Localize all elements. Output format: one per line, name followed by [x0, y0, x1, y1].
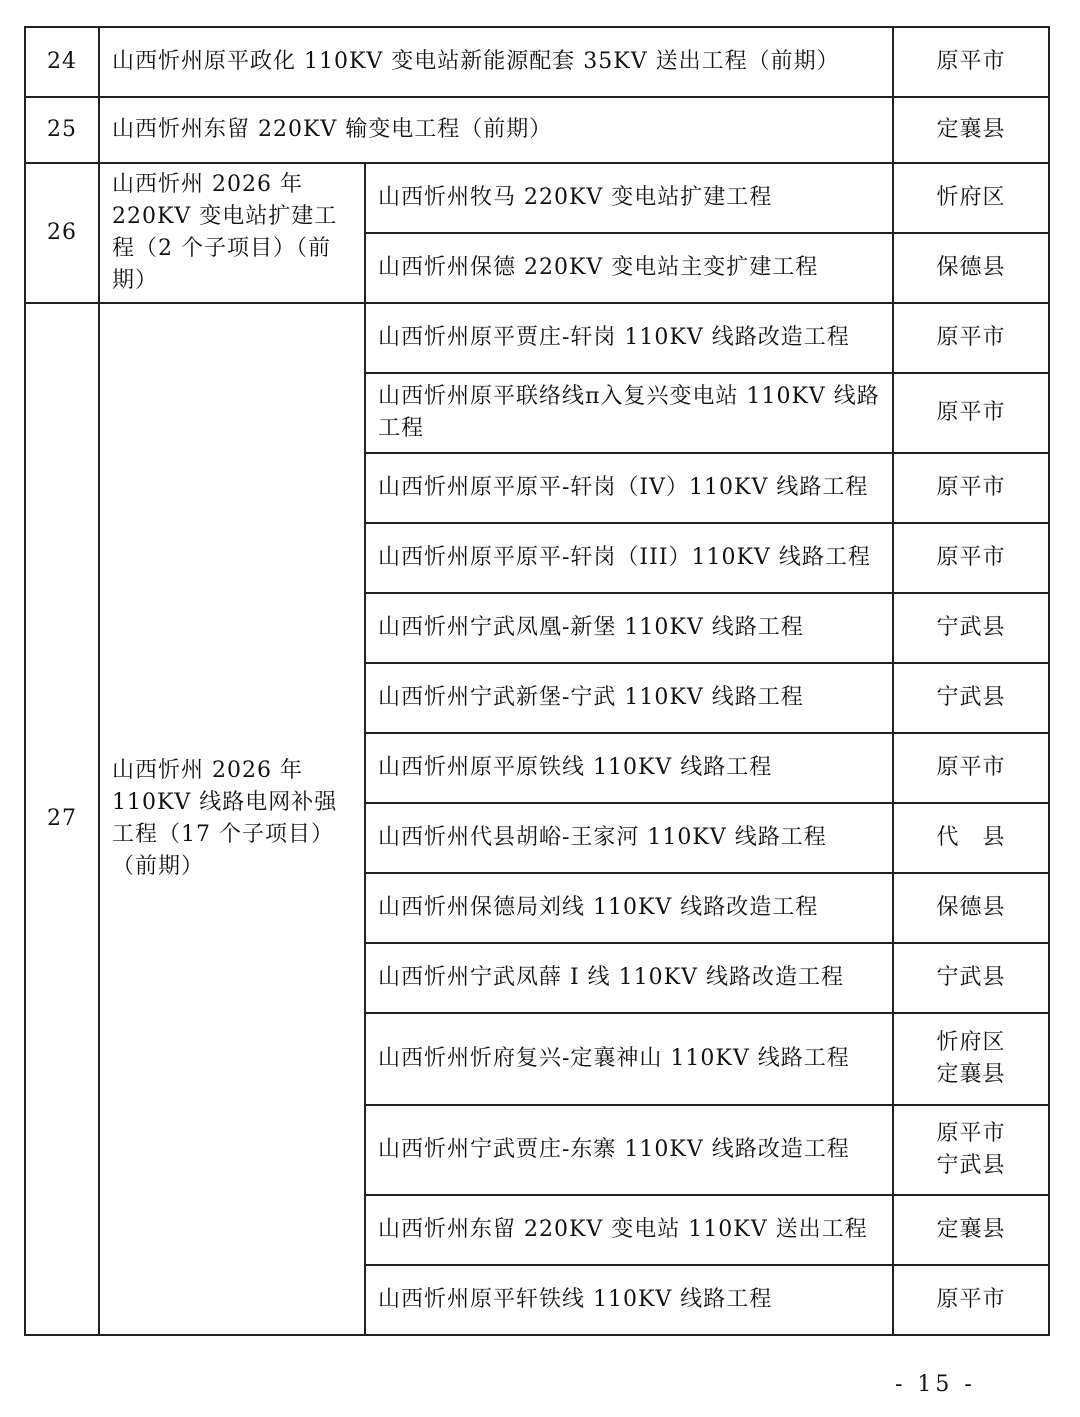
area-cell [893, 373, 1049, 453]
row-number: 24 [25, 27, 99, 97]
area-text: 原平市 [936, 545, 1006, 570]
area-text: 宁武县 [936, 685, 1006, 710]
group-title: 山西忻州 2026 年 110KV 线路电网补强工程（17 个子项目）（前期） [99, 303, 365, 1335]
area-text: 原平市 [936, 475, 1006, 500]
area-text: 原平市 [936, 325, 1006, 350]
row-number: 27 [25, 303, 99, 1335]
area-text: 保德县 [936, 255, 1006, 280]
area-text: 忻府区 [936, 1030, 1006, 1055]
page-number: - 15 - [895, 1372, 976, 1397]
area-cell [893, 593, 1049, 663]
table-row [25, 97, 1049, 163]
sub-project-name: 山西忻州忻府复兴-定襄神山 110KV 线路工程 [365, 1013, 893, 1105]
sub-project-name: 山西忻州宁武新堡-宁武 110KV 线路工程 [365, 663, 893, 733]
area-text: 宁武县 [936, 965, 1006, 990]
area-text: 定襄县 [936, 117, 1006, 142]
area-text: 原平市 [936, 49, 1006, 74]
area-cell [893, 803, 1049, 873]
sub-project-name: 山西忻州宁武凤凰-新堡 110KV 线路工程 [365, 593, 893, 663]
area-cell [893, 943, 1049, 1013]
sub-project-name: 山西忻州宁武贾庄-东寨 110KV 线路改造工程 [365, 1105, 893, 1195]
sub-project-name: 山西忻州原平轩铁线 110KV 线路工程 [365, 1265, 893, 1335]
area-text: 保德县 [936, 895, 1006, 920]
area-text: 宁武县 [936, 1153, 1006, 1178]
area-cell [893, 663, 1049, 733]
area-cell [893, 1195, 1049, 1265]
sub-project-name: 山西忻州宁武凤薛 I 线 110KV 线路改造工程 [365, 943, 893, 1013]
area-text: 原平市 [936, 755, 1006, 780]
table-row [25, 303, 1049, 373]
area-text: 忻府区 [936, 185, 1006, 210]
sub-project-name: 山西忻州牧马 220KV 变电站扩建工程 [365, 163, 893, 233]
sub-project-name: 山西忻州原平原平-轩岗（III）110KV 线路工程 [365, 523, 893, 593]
area-cell [893, 27, 1049, 97]
project-name: 山西忻州原平政化 110KV 变电站新能源配套 35KV 送出工程（前期） [99, 27, 893, 97]
area-text: 原平市 [936, 400, 1006, 425]
sub-project-name: 山西忻州原平原平-轩岗（IV）110KV 线路工程 [365, 453, 893, 523]
sub-project-name: 山西忻州保德局刘线 110KV 线路改造工程 [365, 873, 893, 943]
area-text: 定襄县 [936, 1217, 1006, 1242]
sub-project-name: 山西忻州原平原铁线 110KV 线路工程 [365, 733, 893, 803]
area-cell [893, 163, 1049, 233]
area-cell [893, 733, 1049, 803]
project-table-body [25, 27, 1049, 1335]
area-cell [893, 303, 1049, 373]
area-cell [893, 1265, 1049, 1335]
area-cell [893, 1013, 1049, 1105]
project-name: 山西忻州东留 220KV 输变电工程（前期） [99, 97, 893, 163]
row-number: 26 [25, 163, 99, 303]
area-cell [893, 453, 1049, 523]
table-row [25, 27, 1049, 97]
group-title: 山西忻州 2026 年 220KV 变电站扩建工程（2 个子项目）（前期） [99, 163, 365, 303]
area-text: 宁武县 [936, 615, 1006, 640]
row-number: 25 [25, 97, 99, 163]
area-cell [893, 523, 1049, 593]
project-table [24, 26, 1050, 1336]
area-cell [893, 233, 1049, 303]
area-cell [893, 873, 1049, 943]
sub-project-name: 山西忻州原平联络线π入复兴变电站 110KV 线路工程 [365, 373, 893, 453]
area-cell [893, 1105, 1049, 1195]
sub-project-name: 山西忻州保德 220KV 变电站主变扩建工程 [365, 233, 893, 303]
area-text: 定襄县 [936, 1062, 1006, 1087]
area-text: 原平市 [936, 1121, 1006, 1146]
sub-project-name: 山西忻州代县胡峪-王家河 110KV 线路工程 [365, 803, 893, 873]
area-cell [893, 97, 1049, 163]
sub-project-name: 山西忻州东留 220KV 变电站 110KV 送出工程 [365, 1195, 893, 1265]
area-text: 代 县 [936, 825, 1006, 850]
table-row [25, 163, 1049, 233]
sub-project-name: 山西忻州原平贾庄-轩岗 110KV 线路改造工程 [365, 303, 893, 373]
area-text: 原平市 [936, 1287, 1006, 1312]
